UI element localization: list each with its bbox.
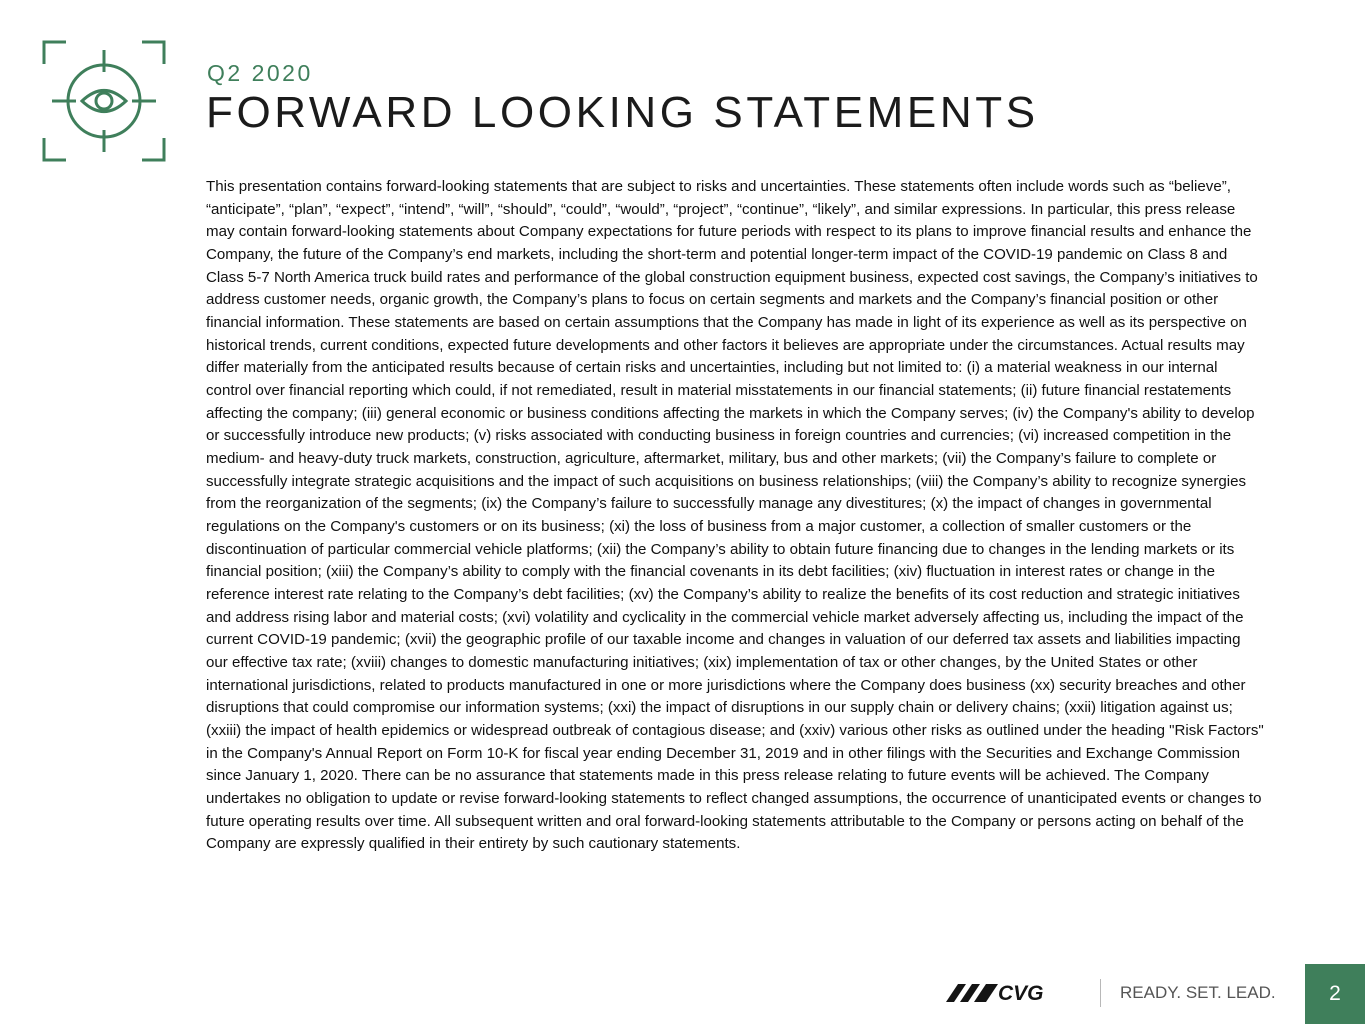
- period-label: Q2 2020: [207, 60, 313, 86]
- logo-wordmark: CVG: [998, 984, 1044, 1002]
- page-title: FORWARD LOOKING STATEMENTS: [206, 88, 1039, 137]
- footer-divider: [1100, 979, 1101, 1007]
- page-number: 2: [1305, 964, 1365, 1024]
- target-eye-icon: [42, 40, 166, 162]
- disclaimer-text: This presentation contains forward-looking statements that are subject to risks and uncertainties. These statements often include words such as “believe”, “anticipate”, “plan”, “expect”, “intend”, “will”, “should”, “could”, “would”, “project”, “continue”, “likely”, and similar expressions. In particular, this press release may contain forward-looking statements about Company expectations for future periods with respect to its plans to improve financial results and enhance the Company, the future of the Company’s end markets, including the short-term and potential longer-term impact of the COVID-19 pandemic on Class 8 and Class 5-7 North America truck build rates and performance of the global construction equipment business, expected cost savings, the Company’s initiatives to address customer needs, organic growth, the Company’s plans to focus on certain segments and markets and the Company’s financial position or other financial information. These statements are based on certain assumptions that the Company has made in light of its experience as well as its perspective on historical trends, current conditions, expected future developments and other factors it believes are appropriate under the circumstances. Actual results may differ materially from the anticipated results because of certain risks and uncertainties, including but not limited to: (i) a material weakness in our internal control over financial reporting which could, if not remediated, result in material misstatements in our financial statements; (ii) future financial restatements affecting the company; (iii) general economic or business conditions affecting the markets in which the Company serves; (iv) the Company's ability to develop or successfully introduce new products; (v) risks associated with conducting business in foreign countries and currencies; (vi) increased competition in the medium- and heavy-duty truck markets, construction, agriculture, aftermarket, military, bus and other markets; (vii) the Company’s failure to complete or successfully integrate strategic acquisitions and the impact of such acquisitions on business relationships; (viii) the Company’s ability to recognize synergies from the reorganization of the segments; (ix) the Company’s failure to successfully manage any divestitures; (x) the impact of changes in governmental regulations on the Company's customers or on its business; (xi) the loss of business from a major customer, a collection of smaller customers or the discontinuation of particular commercial vehicle platforms; (xii) the Company’s ability to obtain future financing due to changes in the lending markets or its financial position; (xiii) the Company’s ability to comply with the financial covenants in its debt facilities; (xiv) fluctuation in interest rates or change in the reference interest rate relating to the Company’s debt facilities; (xv) the Company’s ability to realize the benefits of its cost reduction and strategic initiatives and address rising labor and material costs; (xvi) volatility and cyclicality in the commercial vehicle market adversely affecting us, including the impact of the current COVID-19 pandemic; (xvii) the geographic profile of our taxable income and changes in valuation of our deferred tax assets and liabilities impacting our effective tax rate; (xviii) changes to domestic manufacturing initiatives; (xix) implementation of tax or other changes, by the United States or other international jurisdictions, related to products manufactured in one or more jurisdictions where the Company does business (xx) security breaches and other disruptions that could compromise our information systems; (xxi) the impact of disruptions in our supply chain or delivery chains; (xxii) litigation against us; (xxiii) the impact of health epidemics or widespread outbreak of contagious disease; and (xxiv) various other risks as outlined under the heading "Risk Factors" in the Company's Annual Report on Form 10-K for fiscal year ending December 31, 2019 and in other filings with the Securities and Exchange Commission since January 1, 2020. There can be no assurance that statements made in this press release relating to future events will be achieved. The Company undertakes no obligation to update or revise forward-looking statements to reflect changed assumptions, the occurrence of unanticipated events or changes to future operating results over time. All subsequent written and oral forward-looking statements attributable to the Company or persons acting on behalf of the Company are expressly qualified in their entirety by such cautionary statements.: [206, 178, 1264, 853]
- tagline: READY. SET. LEAD.: [1120, 983, 1276, 1002]
- cvg-logo-icon: [946, 984, 1082, 1002]
- footer: [0, 964, 1365, 1024]
